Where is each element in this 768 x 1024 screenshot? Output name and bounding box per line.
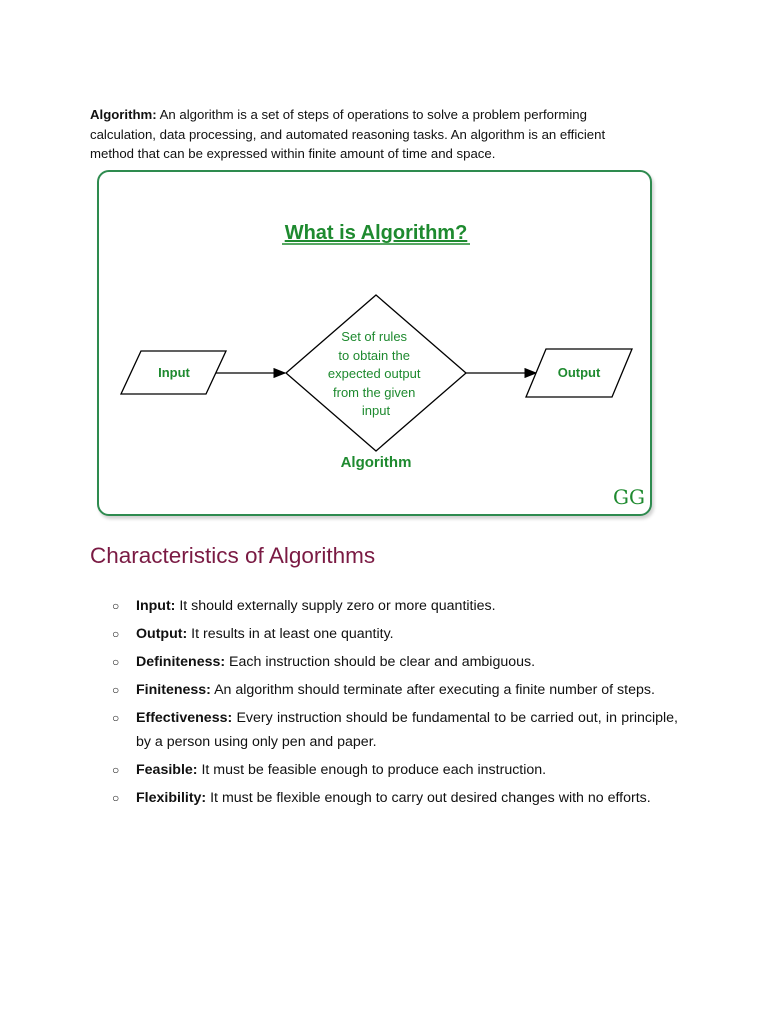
bullet-icon: ○ <box>112 763 120 777</box>
list-item <box>110 594 678 618</box>
gfg-logo-text: GG <box>613 485 645 509</box>
bullet-icon: ○ <box>112 791 120 805</box>
rule-line: input <box>361 403 391 418</box>
bullet-icon: ○ <box>112 683 120 697</box>
output-label: Output <box>557 365 601 380</box>
gfg-logo <box>613 485 645 509</box>
intro-text: An algorithm is a set of steps of operations to solve a problem performing calculation, data processing, and automated reasoning tasks. An algorithm is an efficient method that can be expressed within finite amount of time and space. <box>90 107 606 162</box>
list-item <box>110 786 678 810</box>
item-text: Each instruction should be clear and ambiguous. <box>225 654 536 670</box>
item-term: Definiteness: <box>136 654 226 670</box>
item-term: Effectiveness: <box>136 710 233 726</box>
item-term: Output: <box>136 626 188 642</box>
rule-line: to obtain the <box>338 348 410 363</box>
item-text: It results in at least one quantity. <box>187 626 394 642</box>
item-text: It must be flexible enough to carry out desired changes with no efforts. <box>206 790 651 806</box>
rule-line: from the given <box>333 385 416 400</box>
diagram-svg <box>99 172 650 514</box>
bullet-icon: ○ <box>112 599 120 613</box>
bullet-icon: ○ <box>112 711 120 725</box>
item-text: It should externally supply zero or more quantities. <box>175 598 496 614</box>
list-item <box>110 706 678 754</box>
item-text: Every instruction should be fundamental to be carried out, in principle, by a person using only pen and paper. <box>136 710 678 750</box>
item-term: Input: <box>136 598 176 614</box>
diagram-title: What is Algorithm? <box>284 222 468 244</box>
list-item <box>110 678 678 702</box>
item-text: An algorithm should terminate after executing a finite number of steps. <box>210 682 655 698</box>
bullet-icon: ○ <box>112 655 120 669</box>
item-term: Feasible: <box>136 762 198 778</box>
rule-line: Set of rules <box>341 329 408 344</box>
algorithm-caption: Algorithm <box>340 454 412 471</box>
bullet-icon: ○ <box>112 627 120 641</box>
intro-paragraph <box>90 105 650 164</box>
item-text: It must be feasible enough to produce each instruction. <box>197 762 547 778</box>
intro-term: Algorithm: <box>90 107 157 123</box>
algorithm-diagram <box>97 170 652 516</box>
list-item <box>110 758 678 782</box>
item-term: Finiteness: <box>136 682 211 698</box>
list-item <box>110 622 678 646</box>
characteristics-list <box>110 594 678 814</box>
list-item <box>110 650 678 674</box>
input-label: Input <box>158 365 190 380</box>
item-term: Flexibility: <box>136 790 207 806</box>
section-heading: Characteristics of Algorithms <box>90 543 376 568</box>
rule-line: expected output <box>327 366 421 381</box>
